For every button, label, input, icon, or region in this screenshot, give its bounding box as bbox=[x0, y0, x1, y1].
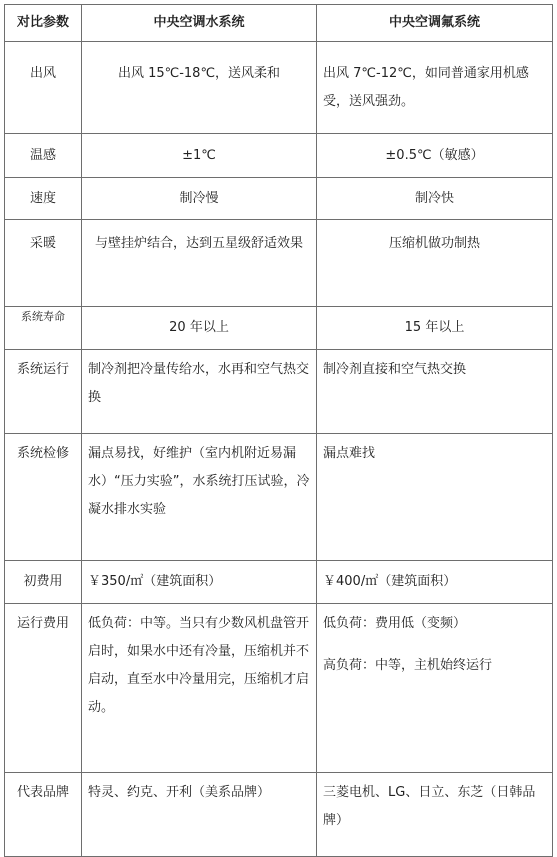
row-label: 温感 bbox=[5, 134, 82, 178]
fluorine-cell: ±0.5℃（敏感） bbox=[317, 134, 553, 178]
row-label: 运行费用 bbox=[5, 604, 82, 773]
header-param: 对比参数 bbox=[5, 5, 82, 42]
header-fluorine-system: 中央空调氟系统 bbox=[317, 5, 553, 42]
table-row bbox=[5, 604, 553, 773]
table-row bbox=[5, 178, 553, 220]
fluorine-cell: 制冷快 bbox=[317, 178, 553, 220]
row-label: 采暖 bbox=[5, 220, 82, 307]
fluorine-cell: 出风 7℃-12℃，如同普通家用机感受，送风强劲。 bbox=[317, 42, 553, 134]
table-row bbox=[5, 134, 553, 178]
fluorine-cell: 漏点难找 bbox=[317, 434, 553, 561]
fluorine-cell: 15 年以上 bbox=[317, 307, 553, 350]
fluorine-cell: 三菱电机、LG、日立、东芝（日韩品牌） bbox=[317, 773, 553, 857]
water-cell: 20 年以上 bbox=[82, 307, 317, 350]
table-row bbox=[5, 773, 553, 857]
header-water-system: 中央空调水系统 bbox=[82, 5, 317, 42]
fluorine-cell bbox=[317, 604, 553, 773]
water-cell: ±1℃ bbox=[82, 134, 317, 178]
row-label: 系统运行 bbox=[5, 350, 82, 434]
row-label: 系统寿命 bbox=[5, 307, 82, 350]
fluorine-cell: ￥400/㎡（建筑面积） bbox=[317, 561, 553, 604]
fluorine-cell: 制冷剂直接和空气热交换 bbox=[317, 350, 553, 434]
water-cell: 与壁挂炉结合，达到五星级舒适效果 bbox=[82, 220, 317, 307]
row-label: 出风 bbox=[5, 42, 82, 134]
row-label: 系统检修 bbox=[5, 434, 82, 561]
water-cell: 出风 15℃-18℃，送风柔和 bbox=[82, 42, 317, 134]
table-row bbox=[5, 220, 553, 307]
table-row bbox=[5, 434, 553, 561]
fluorine-cell: 压缩机做功制热 bbox=[317, 220, 553, 307]
fluorine-low-load: 低负荷：费用低（变频） bbox=[323, 616, 467, 631]
row-label: 代表品牌 bbox=[5, 773, 82, 857]
water-cell: 制冷慢 bbox=[82, 178, 317, 220]
row-label: 初费用 bbox=[5, 561, 82, 604]
fluorine-high-load: 高负荷：中等，主机始终运行 bbox=[323, 658, 493, 673]
water-cell: 低负荷：中等。当只有少数风机盘管开启时，如果水中还有冷量，压缩机并不启动，直至水中冷量用完，压缩机才启动。 bbox=[82, 604, 317, 773]
water-cell: 漏点易找，好维护（室内机附近易漏水）“压力实验”，水系统打压试验，冷凝水排水实验 bbox=[82, 434, 317, 561]
table-row bbox=[5, 350, 553, 434]
water-cell: 制冷剂把冷量传给水，水再和空气热交换 bbox=[82, 350, 317, 434]
header-row bbox=[5, 5, 553, 42]
row-label: 速度 bbox=[5, 178, 82, 220]
table-row bbox=[5, 561, 553, 604]
comparison-table bbox=[4, 4, 553, 857]
table-row bbox=[5, 307, 553, 350]
water-cell: ￥350/㎡（建筑面积） bbox=[82, 561, 317, 604]
water-cell: 特灵、约克、开利（美系品牌） bbox=[82, 773, 317, 857]
table-row bbox=[5, 42, 553, 134]
